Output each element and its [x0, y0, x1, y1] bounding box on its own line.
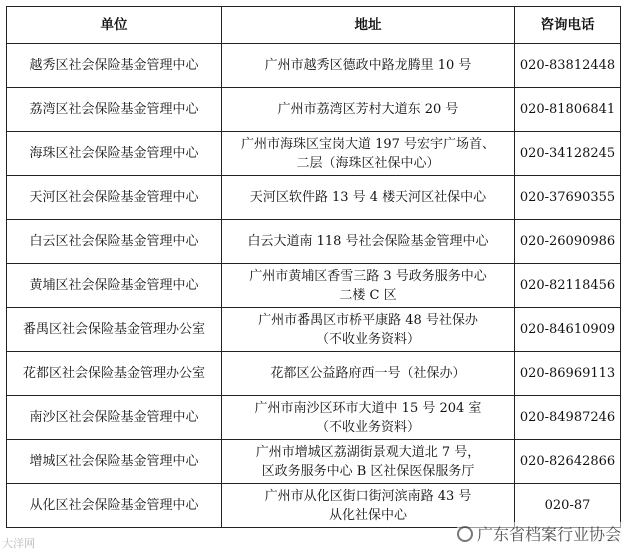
table-row — [7, 440, 621, 484]
address-cell — [222, 308, 515, 352]
address-line-2: （不收业务资料） — [315, 419, 420, 435]
table-row — [7, 220, 621, 264]
address-line-1: 广州市荔湾区芳村大道东 20 号 — [277, 102, 459, 117]
unit-cell: 从化区社会保险基金管理中心 — [7, 484, 222, 528]
address-cell — [222, 132, 515, 176]
address-cell — [222, 396, 515, 440]
address-line-1: 广州市增城区荔湖街景观大道北 7 号， — [255, 444, 481, 460]
header-address: 地址 — [222, 7, 515, 44]
header-phone: 咨询电话 — [515, 7, 621, 44]
address-line-1: 广州市海珠区宝岗大道 197 号宏宇广场首、 — [240, 136, 496, 152]
table-row — [7, 396, 621, 440]
address-line-2: 二层（海珠区社保中心） — [296, 155, 440, 171]
table-row — [7, 484, 621, 528]
watermark-right — [457, 522, 621, 545]
address-cell — [222, 88, 515, 132]
unit-cell: 花都区社会保险基金管理办公室 — [7, 352, 222, 396]
table-header-row — [7, 7, 621, 44]
table-row — [7, 264, 621, 308]
unit-cell: 南沙区社会保险基金管理中心 — [7, 396, 222, 440]
unit-cell: 越秀区社会保险基金管理中心 — [7, 44, 222, 88]
unit-cell: 增城区社会保险基金管理中心 — [7, 440, 222, 484]
address-line-1: 花都区公益路府西一号（社保办） — [270, 366, 466, 381]
address-line-2: （不收业务资料） — [315, 331, 420, 347]
unit-cell: 白云区社会保险基金管理中心 — [7, 220, 222, 264]
address-line-2: 从化社保中心 — [328, 507, 407, 523]
table-row — [7, 352, 621, 396]
address-line-1: 广州市南沙区环市大道中 15 号 204 室 — [254, 400, 482, 416]
address-cell — [222, 176, 515, 220]
phone-cell: 020-82642866 — [515, 440, 621, 484]
address-cell — [222, 440, 515, 484]
unit-cell: 海珠区社会保险基金管理中心 — [7, 132, 222, 176]
address-line-1: 天河区软件路 13 号 4 楼天河区社保中心 — [249, 190, 487, 205]
phone-cell: 020-83812448 — [515, 44, 621, 88]
address-line-1: 白云大道南 118 号社会保险基金管理中心 — [247, 234, 489, 249]
wechat-icon — [457, 526, 473, 542]
phone-cell: 020-37690355 — [515, 176, 621, 220]
header-unit: 单位 — [7, 7, 222, 44]
table-row — [7, 44, 621, 88]
unit-cell: 天河区社会保险基金管理中心 — [7, 176, 222, 220]
address-line-1: 广州市番禺区市桥平康路 48 号社保办 — [258, 312, 478, 328]
address-cell — [222, 264, 515, 308]
watermark-left: 大洋网 — [2, 537, 35, 550]
address-line-1: 广州市从化区街口街河滨南路 43 号 — [264, 488, 472, 504]
address-cell — [222, 484, 515, 528]
address-cell — [222, 352, 515, 396]
phone-cell: 020-82118456 — [515, 264, 621, 308]
phone-cell: 020-26090986 — [515, 220, 621, 264]
unit-cell: 黄埔区社会保险基金管理中心 — [7, 264, 222, 308]
table-row — [7, 176, 621, 220]
unit-cell: 番禺区社会保险基金管理办公室 — [7, 308, 222, 352]
table-row — [7, 88, 621, 132]
phone-cell: 020-81806841 — [515, 88, 621, 132]
watermark-right-text: 广东省档案行业协会 — [476, 525, 621, 544]
social-insurance-table — [6, 6, 621, 528]
table-row — [7, 132, 621, 176]
table-row — [7, 308, 621, 352]
phone-cell: 020-87 — [515, 484, 621, 528]
address-cell — [222, 220, 515, 264]
address-line-1: 广州市黄埔区香雪三路 3 号政务服务中心 — [249, 268, 487, 284]
phone-cell: 020-86969113 — [515, 352, 621, 396]
address-line-2: 区政务服务中心 B 区社保医保服务厅 — [261, 463, 475, 479]
address-line-1: 广州市越秀区德政中路龙腾里 10 号 — [264, 58, 472, 73]
phone-cell: 020-84987246 — [515, 396, 621, 440]
unit-cell: 荔湾区社会保险基金管理中心 — [7, 88, 222, 132]
address-line-2: 二楼 C 区 — [339, 287, 397, 303]
phone-cell: 020-84610909 — [515, 308, 621, 352]
phone-cell: 020-34128245 — [515, 132, 621, 176]
address-cell — [222, 44, 515, 88]
